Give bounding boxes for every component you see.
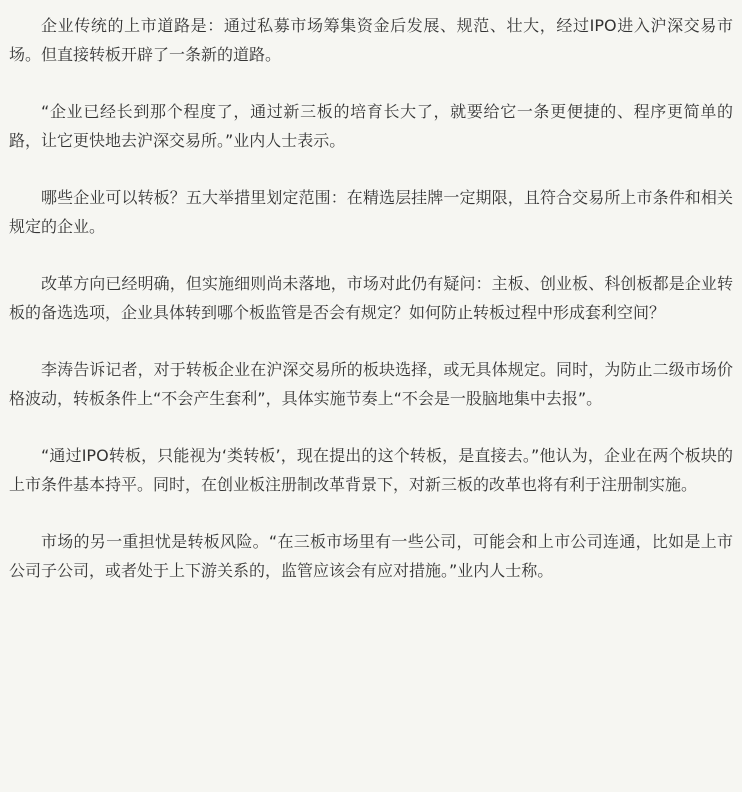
paragraph-eligible-companies: 哪些企业可以转板？五大举措里划定范围：在精选层挂牌一定期限，且符合交易所上市条件和相关规定的企业。 <box>9 188 733 236</box>
paragraph-li-tao-remarks: 李涛告诉记者，对于转板企业在沪深交易所的板块选择，或无具体规定。同时，为防止二级市场价格波动，转板条件上“不会产生套利”，具体实施节奏上“不会是一股脑地集中去报”。 <box>9 360 733 408</box>
paragraph-market-questions: 改革方向已经明确，但实施细则尚未落地，市场对此仍有疑问：主板、创业板、科创板都是企业转板的备选选项，企业具体转到哪个板监管是否会有规定？如何防止转板过程中形成套利空间？ <box>9 274 733 322</box>
paragraph-industry-quote: “企业已经长到那个程度了，通过新三板的培育长大了，就要给它一条更便捷的、程序更简单的路，让它更快地去沪深交易所。”业内人士表示。 <box>9 102 733 150</box>
paragraph-transfer-risk: 市场的另一重担忧是转板风险。“在三板市场里有一些公司，可能会和上市公司连通，比如是上市公司子公司，或者处于上下游关系的，监管应该会有应对措施。”业内人士称。 <box>9 532 733 580</box>
paragraph-ipo-comparison: “通过IPO转板，只能视为‘类转板’，现在提出的这个转板，是直接去。”他认为，企业在两个板块的上市条件基本持平。同时，在创业板注册制改革背景下，对新三板的改革也将有利于注册制实施。 <box>9 446 733 494</box>
paragraph-traditional-listing-path: 企业传统的上市道路是：通过私募市场筹集资金后发展、规范、壮大，经过IPO进入沪深交易市场。但直接转板开辟了一条新的道路。 <box>9 16 733 64</box>
